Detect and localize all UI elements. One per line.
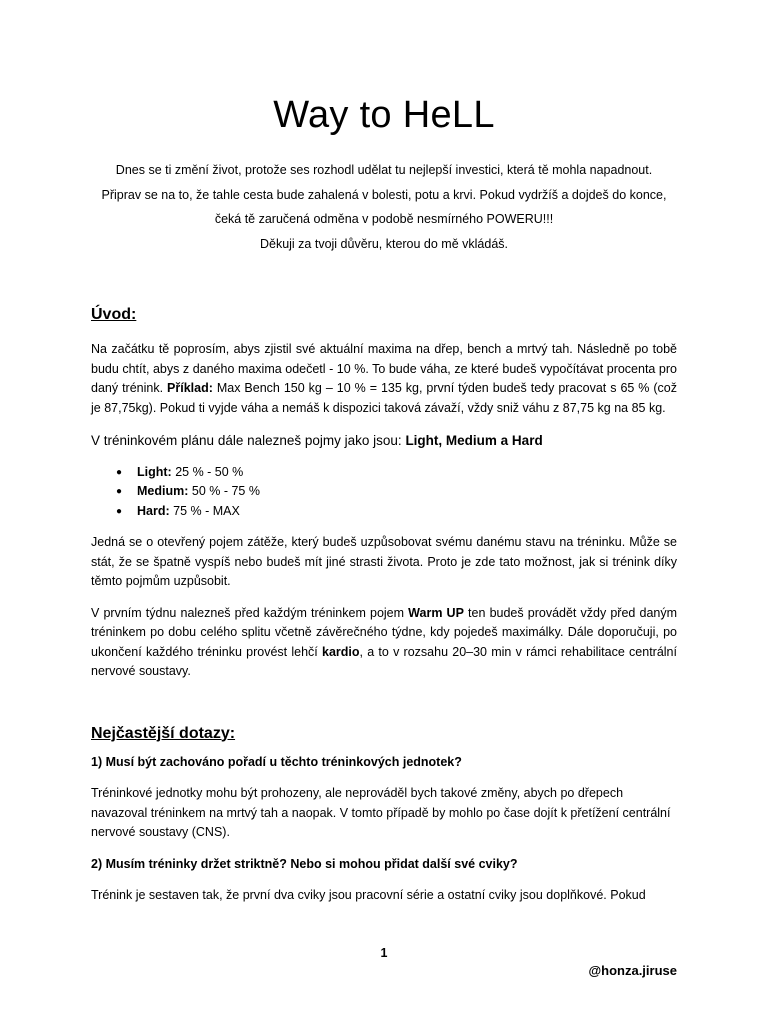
example-label: Příklad: <box>167 381 213 395</box>
intro-line: Dnes se ti změní život, protože ses rozhodl udělat tu nejlepší investici, která tě mohla napadnout. <box>115 163 653 177</box>
faq-answer-1: Tréninkové jednotky mohu být prohozeny, ale neprováděl bych takové změny, abych po dřepech navazoval tréninkem na mrtvý tah a naopak. V tomto případě by mohlo po čase dojít k přetížení centrální nervové soustavy (CNS). <box>91 786 671 839</box>
author-handle: @honza.jiruse <box>588 963 677 978</box>
list-item <box>116 482 677 502</box>
page-number: 1 <box>380 946 388 960</box>
list-item <box>116 463 677 483</box>
level-name: Medium: <box>137 484 189 498</box>
level-range: 50 % - 75 % <box>188 484 260 498</box>
level-name: Light: <box>137 464 172 479</box>
faq-answer-2: Trénink je sestaven tak, že první dva cviky jsou pracovní série a ostatní cviky jsou doplňkové. Pokud <box>91 888 646 902</box>
text-run: Max Bench 150 kg – 10 % = 135 kg, první týden budeš tedy pracovat s 65 % (což je 87,75kg). Pokud ti vyjde váha a nemáš k dispozici taková závaží, vždy sniž váhu z 87,75 kg na 85 kg. <box>91 381 678 415</box>
level-range: 25 % - 50 % <box>171 464 244 479</box>
bullet-icon: ● <box>116 466 123 478</box>
intro-line: Děkuji za tvoji důvěru, kterou do mě vkládáš. <box>259 236 509 251</box>
intro-line: čeká tě zaručená odměna v podobě nesmírného POWERU!!! <box>214 212 554 226</box>
load-terms: Light, Medium a Hard <box>405 433 543 448</box>
level-range: 75 % - MAX <box>169 503 240 518</box>
text-run: Na začátku tě poprosím, abys zjistil své <box>91 342 320 356</box>
level-name: Hard: <box>137 503 170 518</box>
uvod-paragraph-2 <box>91 431 677 451</box>
bullet-icon: ● <box>116 486 123 497</box>
uvod-paragraph-3: Jedná se o otevřený pojem zátěže, který budeš uzpůsobovat svému danému stavu na tréninku. Může se stát, že se špatně vyspíš nebo budeš mít jiné strasti života. Proto je zde tato možnost, jak si trénink díky těmto pojmům uzpůsobit. <box>91 535 677 588</box>
uvod-paragraph-4 <box>91 604 677 682</box>
list-item <box>116 502 677 522</box>
section-heading-uvod: Úvod: <box>91 306 137 323</box>
uvod-paragraph-1 <box>91 340 677 418</box>
faq-question-1: 1) Musí být zachováno pořadí u těchto tréninkových jednotek? <box>91 754 462 769</box>
intro-block <box>60 158 708 256</box>
kardio-term: kardio <box>322 644 360 659</box>
warmup-term: Warm UP <box>408 605 464 620</box>
bullet-icon: ● <box>116 505 123 517</box>
text-run: maxima na dřep, bench a mrtvý tah. Následně po tobě budu chtít, abys z daného maxima odečetl - 10 %. To bude váha, ze které budeš vypočítávat procenta pro daný trénink. <box>91 342 677 395</box>
text-run: ten budeš provádět vždy před daným tréninkem po dobu celého splitu včetně závěrečného týdne, kdy pojedeš maximálky. Dále doporučuji, po ukončení každého tréninku provést lehčí <box>91 605 678 659</box>
document-title: Way to HeLL <box>273 94 495 136</box>
text-run: aktuální <box>319 342 364 356</box>
text-run: V tréninkovém plánu dále nalezneš pojmy jako jsou: <box>91 433 406 448</box>
load-levels-list <box>91 463 677 522</box>
section-heading-faq: Nejčastější dotazy: <box>91 724 236 742</box>
text-run: , a to v rozsahu 20–30 min v rámci rehabilitace centrální nervové soustavy. <box>91 644 677 678</box>
text-run: V prvním týdnu nalezneš před každým tréninkem pojem <box>91 605 409 620</box>
intro-line: Připrav se na to, že tahle cesta bude zahalená v bolesti, potu a krvi. Pokud vydržíš a dojdeš do konce, <box>101 187 667 202</box>
faq-question-2: 2) Musím tréninky držet striktně? Nebo si mohou přidat další své cviky? <box>91 856 518 871</box>
main-content <box>91 304 677 906</box>
